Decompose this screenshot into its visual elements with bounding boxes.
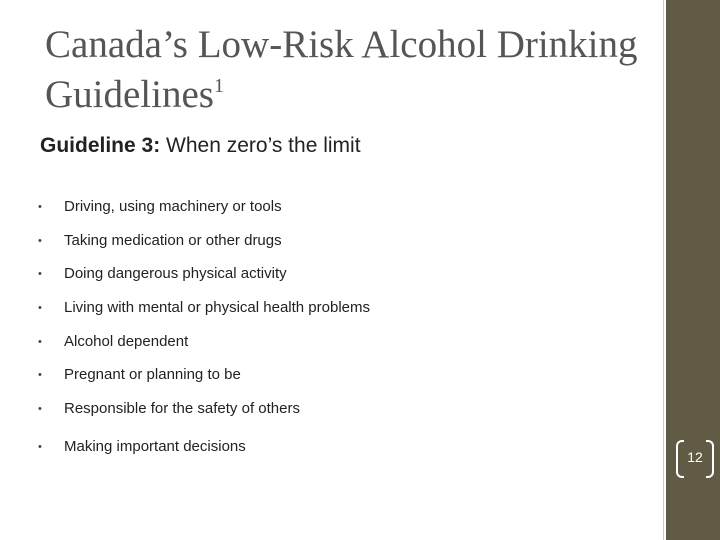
bullet-item (38, 361, 370, 395)
page-number: 12 (687, 449, 703, 465)
bullet-text: Pregnant or planning to be (64, 366, 241, 384)
slide-subtitle (40, 134, 361, 158)
bullet-item (38, 395, 370, 429)
bullet-icon: • (38, 268, 42, 281)
subtitle-lead: Guideline 3: (40, 134, 161, 157)
title-footnote-marker: 1 (213, 75, 224, 97)
page-number-badge (676, 440, 714, 478)
bullet-text: Driving, using machinery or tools (64, 198, 282, 215)
bullet-text: Responsible for the safety of others (64, 400, 300, 418)
slide-title-text: Canada’s Low-Risk Alcohol Drinking Guidelines (45, 23, 638, 116)
bullet-icon: • (38, 369, 42, 382)
bullet-icon: • (38, 201, 42, 213)
bullet-text: Doing dangerous physical activity (64, 265, 287, 283)
bullet-icon: • (38, 403, 42, 416)
bullet-item (38, 260, 370, 294)
bullet-text: Making important decisions (64, 437, 246, 455)
bullet-icon: • (38, 440, 42, 453)
sidebar-divider (663, 0, 664, 540)
bullet-text: Alcohol dependent (64, 332, 189, 350)
bullet-list (38, 193, 370, 467)
bullet-item (38, 227, 370, 261)
bullet-text: Taking medication or other drugs (64, 231, 282, 249)
bullet-icon: • (38, 234, 42, 247)
bullet-text: Living with mental or physical health problems (64, 299, 370, 317)
bullet-item (38, 193, 370, 227)
bullet-item (38, 328, 370, 362)
subtitle-text: When zero’s the limit (160, 134, 361, 157)
bullet-item (38, 433, 370, 467)
slide-title (45, 20, 645, 120)
bullet-icon: • (38, 302, 42, 315)
bullet-item (38, 294, 370, 328)
bullet-icon: • (38, 335, 42, 348)
